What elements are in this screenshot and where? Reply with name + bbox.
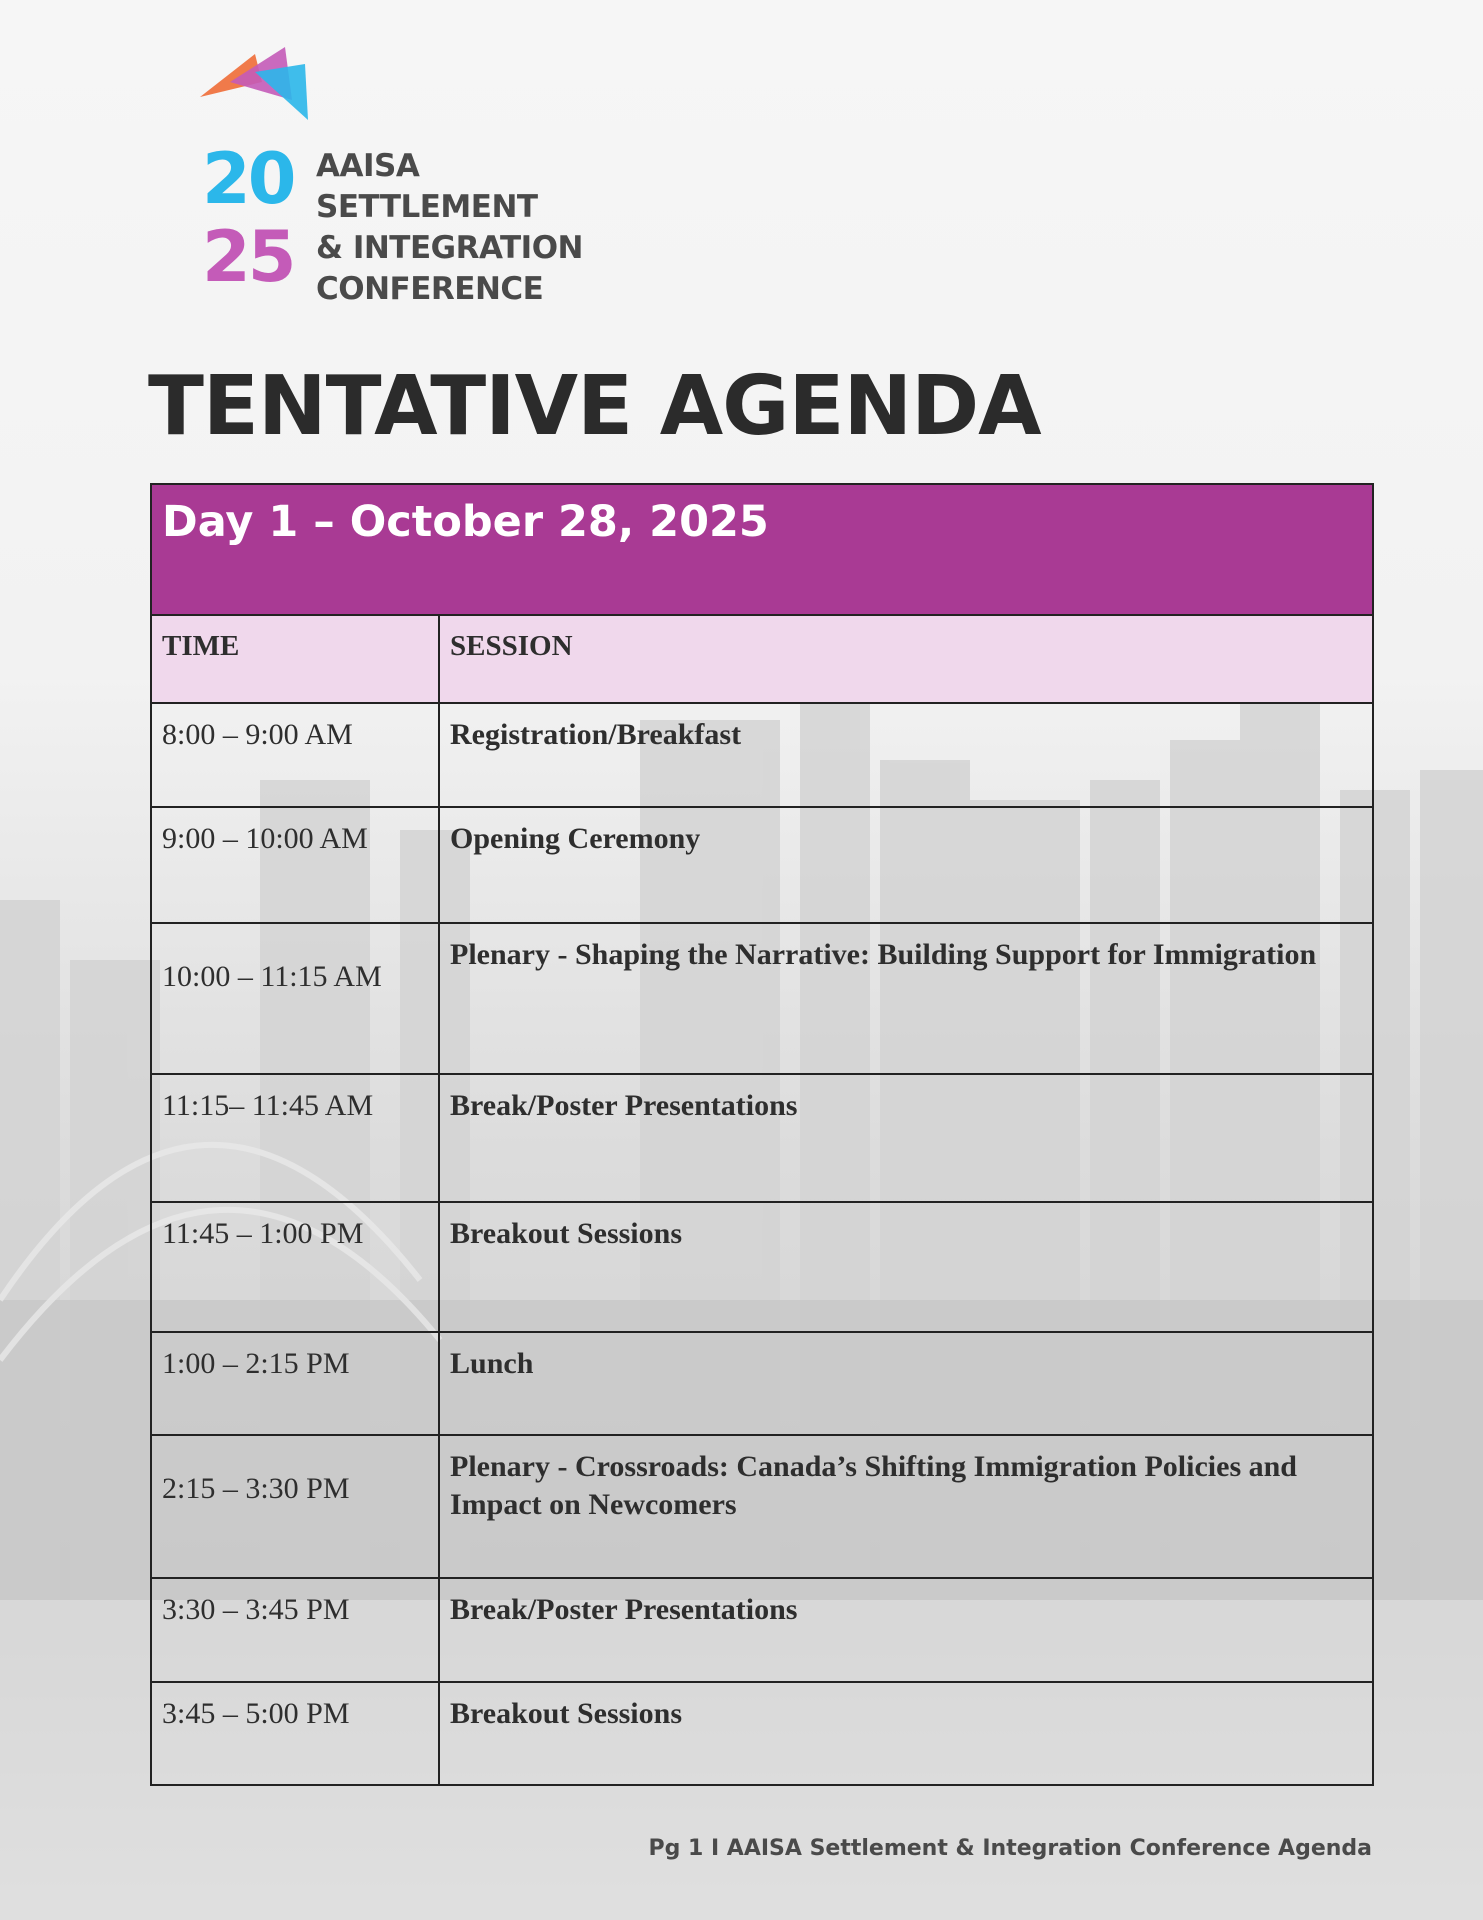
table-row: [151, 1202, 1373, 1332]
logo-year-top: 20: [202, 138, 294, 220]
day-header: [151, 484, 1373, 615]
table-row: [151, 1578, 1373, 1682]
table-row: [151, 1332, 1373, 1435]
session-cell: Breakout Sessions: [439, 1202, 1373, 1332]
logo-line: CONFERENCE: [316, 271, 544, 307]
logo-line: AAISA: [316, 148, 420, 184]
session-cell: Break/Poster Presentations: [439, 1578, 1373, 1682]
column-header-row: [151, 615, 1373, 703]
table-row: [151, 923, 1373, 1074]
table-row: [151, 703, 1373, 807]
time-cell: 2:15 – 3:30 PM: [151, 1435, 439, 1578]
session-cell: Break/Poster Presentations: [439, 1074, 1373, 1202]
table-row: [151, 1074, 1373, 1202]
session-cell: Lunch: [439, 1332, 1373, 1435]
time-cell: 3:45 – 5:00 PM: [151, 1682, 439, 1785]
session-cell: Plenary - Crossroads: Canada’s Shifting Immigration Policies and Impact on Newcomers: [439, 1435, 1373, 1578]
session-cell: Registration/Breakfast: [439, 703, 1373, 807]
time-cell: 10:00 – 11:15 AM: [151, 923, 439, 1074]
logo-year: [202, 140, 293, 296]
time-cell: 11:15– 11:45 AM: [151, 1074, 439, 1202]
page-footer: Pg 1 I AAISA Settlement & Integration Conference Agenda: [648, 1836, 1372, 1861]
day-label: Day 1 – October 28, 2025: [162, 497, 769, 547]
logo-line: SETTLEMENT: [316, 189, 538, 225]
column-header-session: SESSION: [439, 615, 1373, 703]
logo-wordmark: [316, 146, 583, 310]
table-row: [151, 1682, 1373, 1785]
table-row: [151, 807, 1373, 923]
time-cell: 1:00 – 2:15 PM: [151, 1332, 439, 1435]
conference-logo-icon: [200, 42, 310, 122]
time-cell: 11:45 – 1:00 PM: [151, 1202, 439, 1332]
day-header-row: [151, 484, 1373, 615]
column-header-time: TIME: [151, 615, 439, 703]
page-title: TENTATIVE AGENDA: [148, 359, 1041, 454]
agenda-table: [150, 483, 1374, 1786]
time-cell: 8:00 – 9:00 AM: [151, 703, 439, 807]
table-row: [151, 1435, 1373, 1578]
logo-line: & INTEGRATION: [316, 230, 584, 266]
time-cell: 9:00 – 10:00 AM: [151, 807, 439, 923]
session-cell: Plenary - Shaping the Narrative: Building Support for Immigration: [439, 923, 1373, 1074]
session-cell: Breakout Sessions: [439, 1682, 1373, 1785]
session-cell: Opening Ceremony: [439, 807, 1373, 923]
time-cell: 3:30 – 3:45 PM: [151, 1578, 439, 1682]
logo-year-bottom: 25: [202, 216, 294, 298]
